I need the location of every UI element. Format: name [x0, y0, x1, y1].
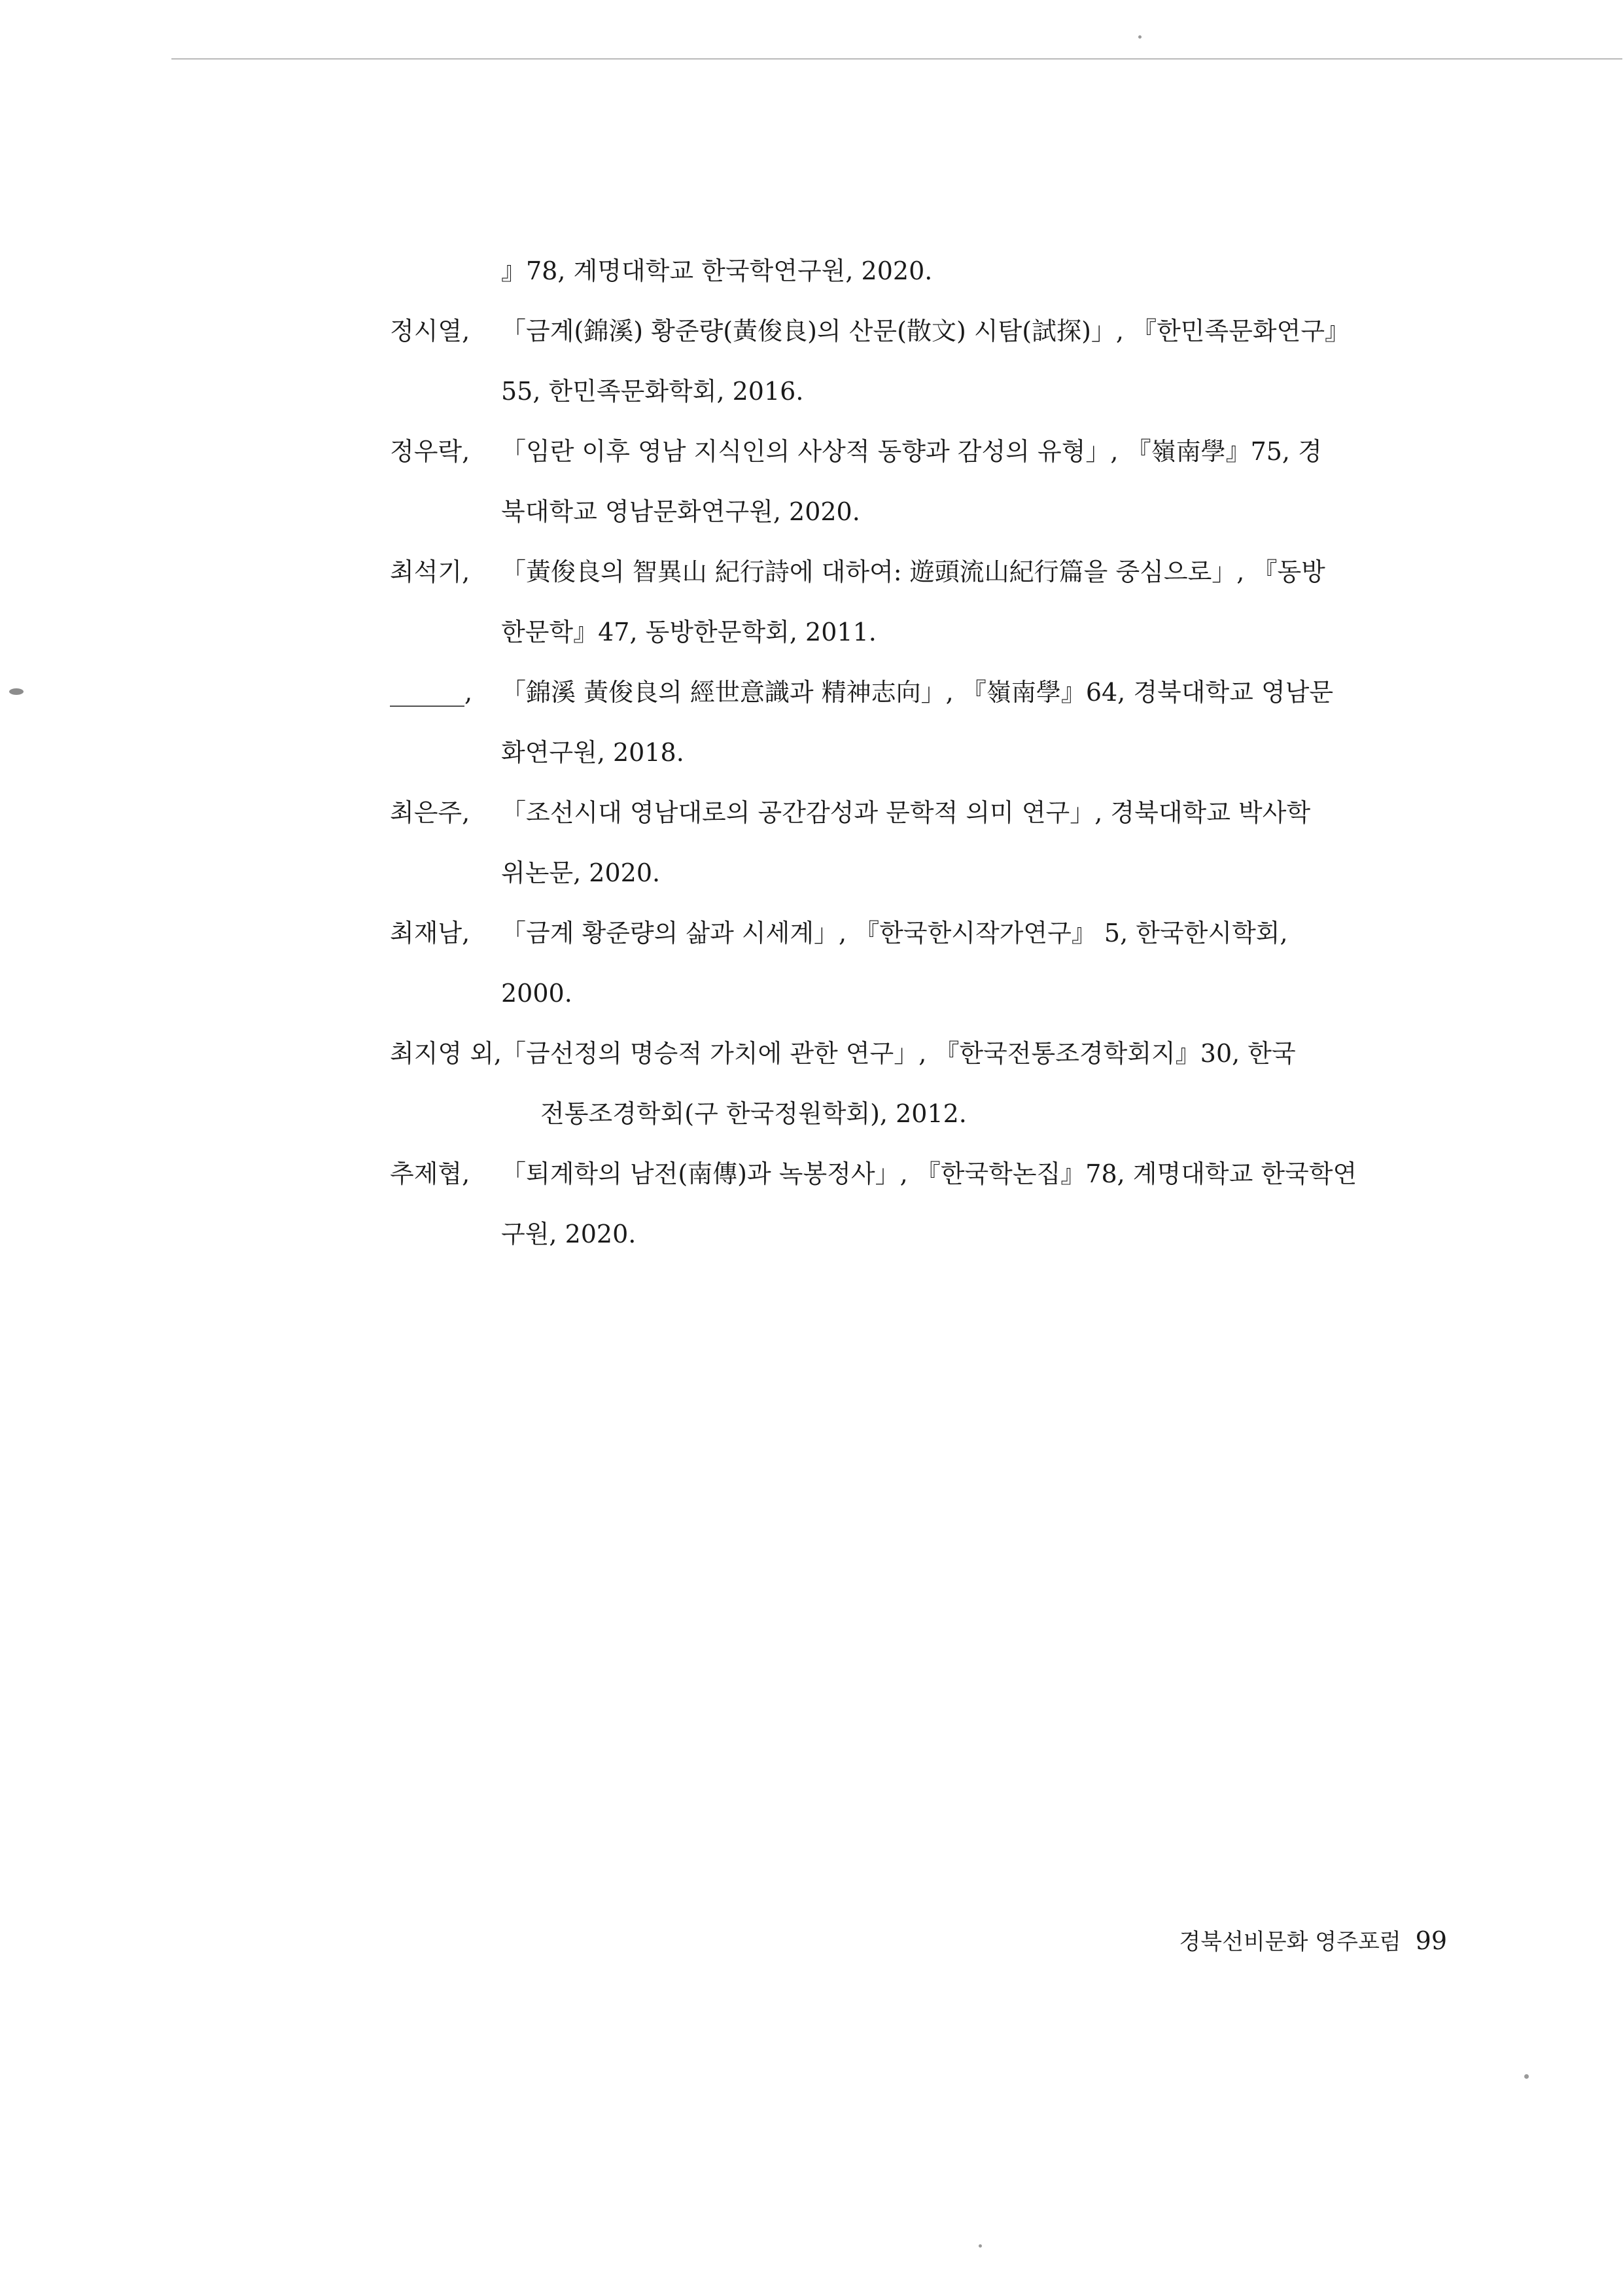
- reference-entry: [390, 421, 1454, 482]
- reference-entry: [390, 1023, 1454, 1084]
- reference-entry: [390, 662, 1454, 722]
- page-footer: [1179, 1924, 1447, 1956]
- reference-author: 최재남,: [390, 919, 470, 947]
- scan-speck: [1524, 2074, 1529, 2079]
- reference-line: 「黃俊良의 智異山 紀行詩에 대하여: 遊頭流山紀行篇을 중심으로」, 『동방: [501, 557, 1325, 586]
- reference-author: ______,: [390, 678, 473, 707]
- reference-author: 최석기,: [390, 557, 470, 586]
- page-number: 99: [1415, 1926, 1447, 1955]
- reference-line: 「금선정의 명승적 가치에 관한 연구」, 『한국전통조경학회지』30, 한국: [501, 1039, 1296, 1068]
- reference-line: 「조선시대 영남대로의 공간감성과 문학적 의미 연구」, 경북대학교 박사학: [501, 798, 1311, 827]
- reference-author: 최은주,: [390, 798, 470, 827]
- reference-line: 화연구원, 2018.: [501, 738, 684, 767]
- reference-line: 한문학』47, 동방한문학회, 2011.: [501, 618, 877, 646]
- reference-line: 북대학교 영남문화연구원, 2020.: [501, 497, 860, 526]
- reference-entry: [390, 783, 1454, 843]
- reference-author: 추제협,: [390, 1159, 470, 1188]
- reference-line: 「錦溪 黃俊良의 經世意識과 精神志向」, 『嶺南學』64, 경북대학교 영남문: [501, 678, 1334, 707]
- reference-line: 구원, 2020.: [501, 1220, 637, 1248]
- reference-entry: [390, 301, 1454, 361]
- reference-author: 정시열,: [390, 317, 470, 345]
- reference-entry: [390, 903, 1454, 963]
- header-rule: [171, 58, 1622, 60]
- reference-entry: [390, 1144, 1454, 1204]
- reference-line: 2000.: [501, 979, 572, 1008]
- reference-line: 』78, 계명대학교 한국학연구원, 2020.: [501, 256, 933, 285]
- reference-continuation: [390, 241, 1454, 301]
- reference-line: 전통조경학회(구 한국정원학회), 2012.: [540, 1099, 967, 1128]
- scan-speck: [979, 2244, 982, 2248]
- reference-line: 55, 한민족문화학회, 2016.: [501, 377, 804, 406]
- scan-speck: [9, 688, 24, 695]
- reference-line: 「금계 황준량의 삶과 시세계」, 『한국한시작가연구』 5, 한국한시학회,: [501, 919, 1288, 947]
- reference-line: 「퇴계학의 남전(南傳)과 녹봉정사」, 『한국학논집』78, 계명대학교 한국학연: [501, 1159, 1357, 1188]
- reference-line: 「금계(錦溪) 황준량(黃俊良)의 산문(散文) 시탐(試探)」, 『한민족문화연구』: [501, 317, 1350, 345]
- reference-author: 최지영 외,: [390, 1039, 502, 1068]
- reference-line: 위논문, 2020.: [501, 858, 661, 887]
- reference-list: [390, 241, 1454, 1264]
- reference-line: 「임란 이후 영남 지식인의 사상적 동향과 감성의 유형」, 『嶺南學』75, 경: [501, 437, 1322, 466]
- reference-author: 정우락,: [390, 437, 470, 466]
- scan-speck: [1138, 35, 1142, 39]
- reference-entry: [390, 542, 1454, 602]
- journal-title: 경북선비문화 영주포럼: [1179, 1929, 1401, 1955]
